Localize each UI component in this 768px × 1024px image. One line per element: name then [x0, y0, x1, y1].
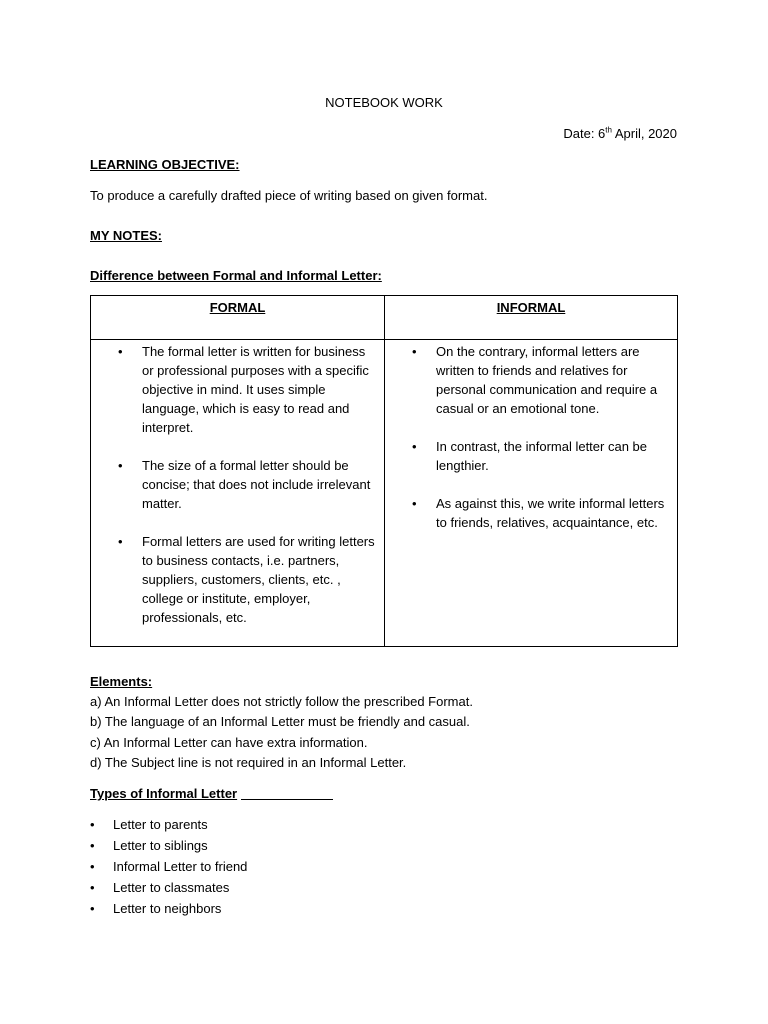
elements-item: b) The language of an Informal Letter must be friendly and casual.	[90, 714, 470, 729]
type-item-text: Informal Letter to friend	[113, 859, 248, 874]
list-item	[90, 816, 247, 837]
type-item-text: Letter to neighbors	[113, 901, 222, 916]
formal-points-list	[91, 342, 384, 627]
list-item	[385, 494, 677, 532]
list-item	[90, 858, 247, 879]
bullet-icon: •	[118, 534, 123, 549]
list-item	[385, 342, 677, 418]
comparison-table-body-row	[91, 340, 678, 647]
types-heading-underline	[241, 799, 333, 800]
formal-point-text: The formal letter is written for business or professional purposes with a specific objective in mind. It uses simple language, which is easy to read and interpret.	[142, 344, 369, 435]
bullet-icon: •	[90, 817, 95, 832]
bullet-icon: •	[90, 838, 95, 853]
comparison-table	[90, 295, 678, 647]
formal-point-text: The size of a formal letter should be concise; that does not include irrelevant matter.	[142, 458, 371, 511]
my-notes-heading: MY NOTES:	[90, 228, 162, 243]
informal-point-text: On the contrary, informal letters are written to friends and relatives for personal communication and require a casual or an emotional tone.	[436, 344, 658, 416]
list-item	[91, 532, 384, 627]
informal-column-header: INFORMAL	[385, 296, 678, 340]
types-heading	[90, 786, 237, 801]
bullet-icon: •	[118, 344, 123, 359]
learning-objective-text: To produce a carefully drafted piece of writing based on given format.	[90, 188, 488, 203]
bullet-icon: •	[90, 901, 95, 916]
difference-heading: Difference between Formal and Informal Letter:	[90, 268, 382, 283]
list-item	[90, 879, 247, 900]
date-rest: April, 2020	[611, 126, 677, 141]
types-heading-text: Types of Informal Letter	[90, 786, 238, 801]
bullet-icon: •	[90, 880, 95, 895]
elements-heading: Elements:	[90, 674, 153, 689]
list-item	[90, 900, 247, 921]
list-item	[91, 456, 384, 513]
type-item-text: Letter to parents	[113, 817, 208, 832]
bullet-icon: •	[412, 439, 417, 454]
page-title: NOTEBOOK WORK	[325, 95, 443, 110]
date-line	[563, 126, 677, 141]
bullet-icon: •	[412, 344, 417, 359]
types-list	[90, 816, 247, 921]
elements-item: a) An Informal Letter does not strictly follow the prescribed Format.	[90, 694, 473, 709]
learning-objective-heading: LEARNING OBJECTIVE:	[90, 157, 240, 172]
formal-points-cell	[91, 340, 385, 647]
informal-point-text: As against this, we write informal letters to friends, relatives, acquaintance, etc.	[436, 496, 665, 530]
list-item	[91, 342, 384, 437]
type-item-text: Letter to classmates	[113, 880, 230, 895]
informal-points-list	[385, 342, 677, 532]
list-item	[90, 837, 247, 858]
informal-points-cell	[385, 340, 678, 647]
elements-item: d) The Subject line is not required in an Informal Letter.	[90, 755, 407, 770]
informal-point-text: In contrast, the informal letter can be lengthier.	[436, 439, 647, 473]
formal-column-header: FORMAL	[91, 296, 385, 340]
formal-point-text: Formal letters are used for writing letters to business contacts, i.e. partners, suppliers, customers, clients, etc. , college or institute, employer, professionals, etc.	[142, 534, 375, 625]
bullet-icon: •	[90, 859, 95, 874]
elements-item: c) An Informal Letter can have extra information.	[90, 735, 368, 750]
list-item	[385, 437, 677, 475]
date-prefix: Date: 6	[563, 126, 606, 141]
type-item-text: Letter to siblings	[113, 838, 208, 853]
date-ordinal-suffix: th	[605, 125, 612, 135]
bullet-icon: •	[118, 458, 123, 473]
comparison-table-header-row	[91, 296, 678, 340]
bullet-icon: •	[412, 496, 417, 511]
